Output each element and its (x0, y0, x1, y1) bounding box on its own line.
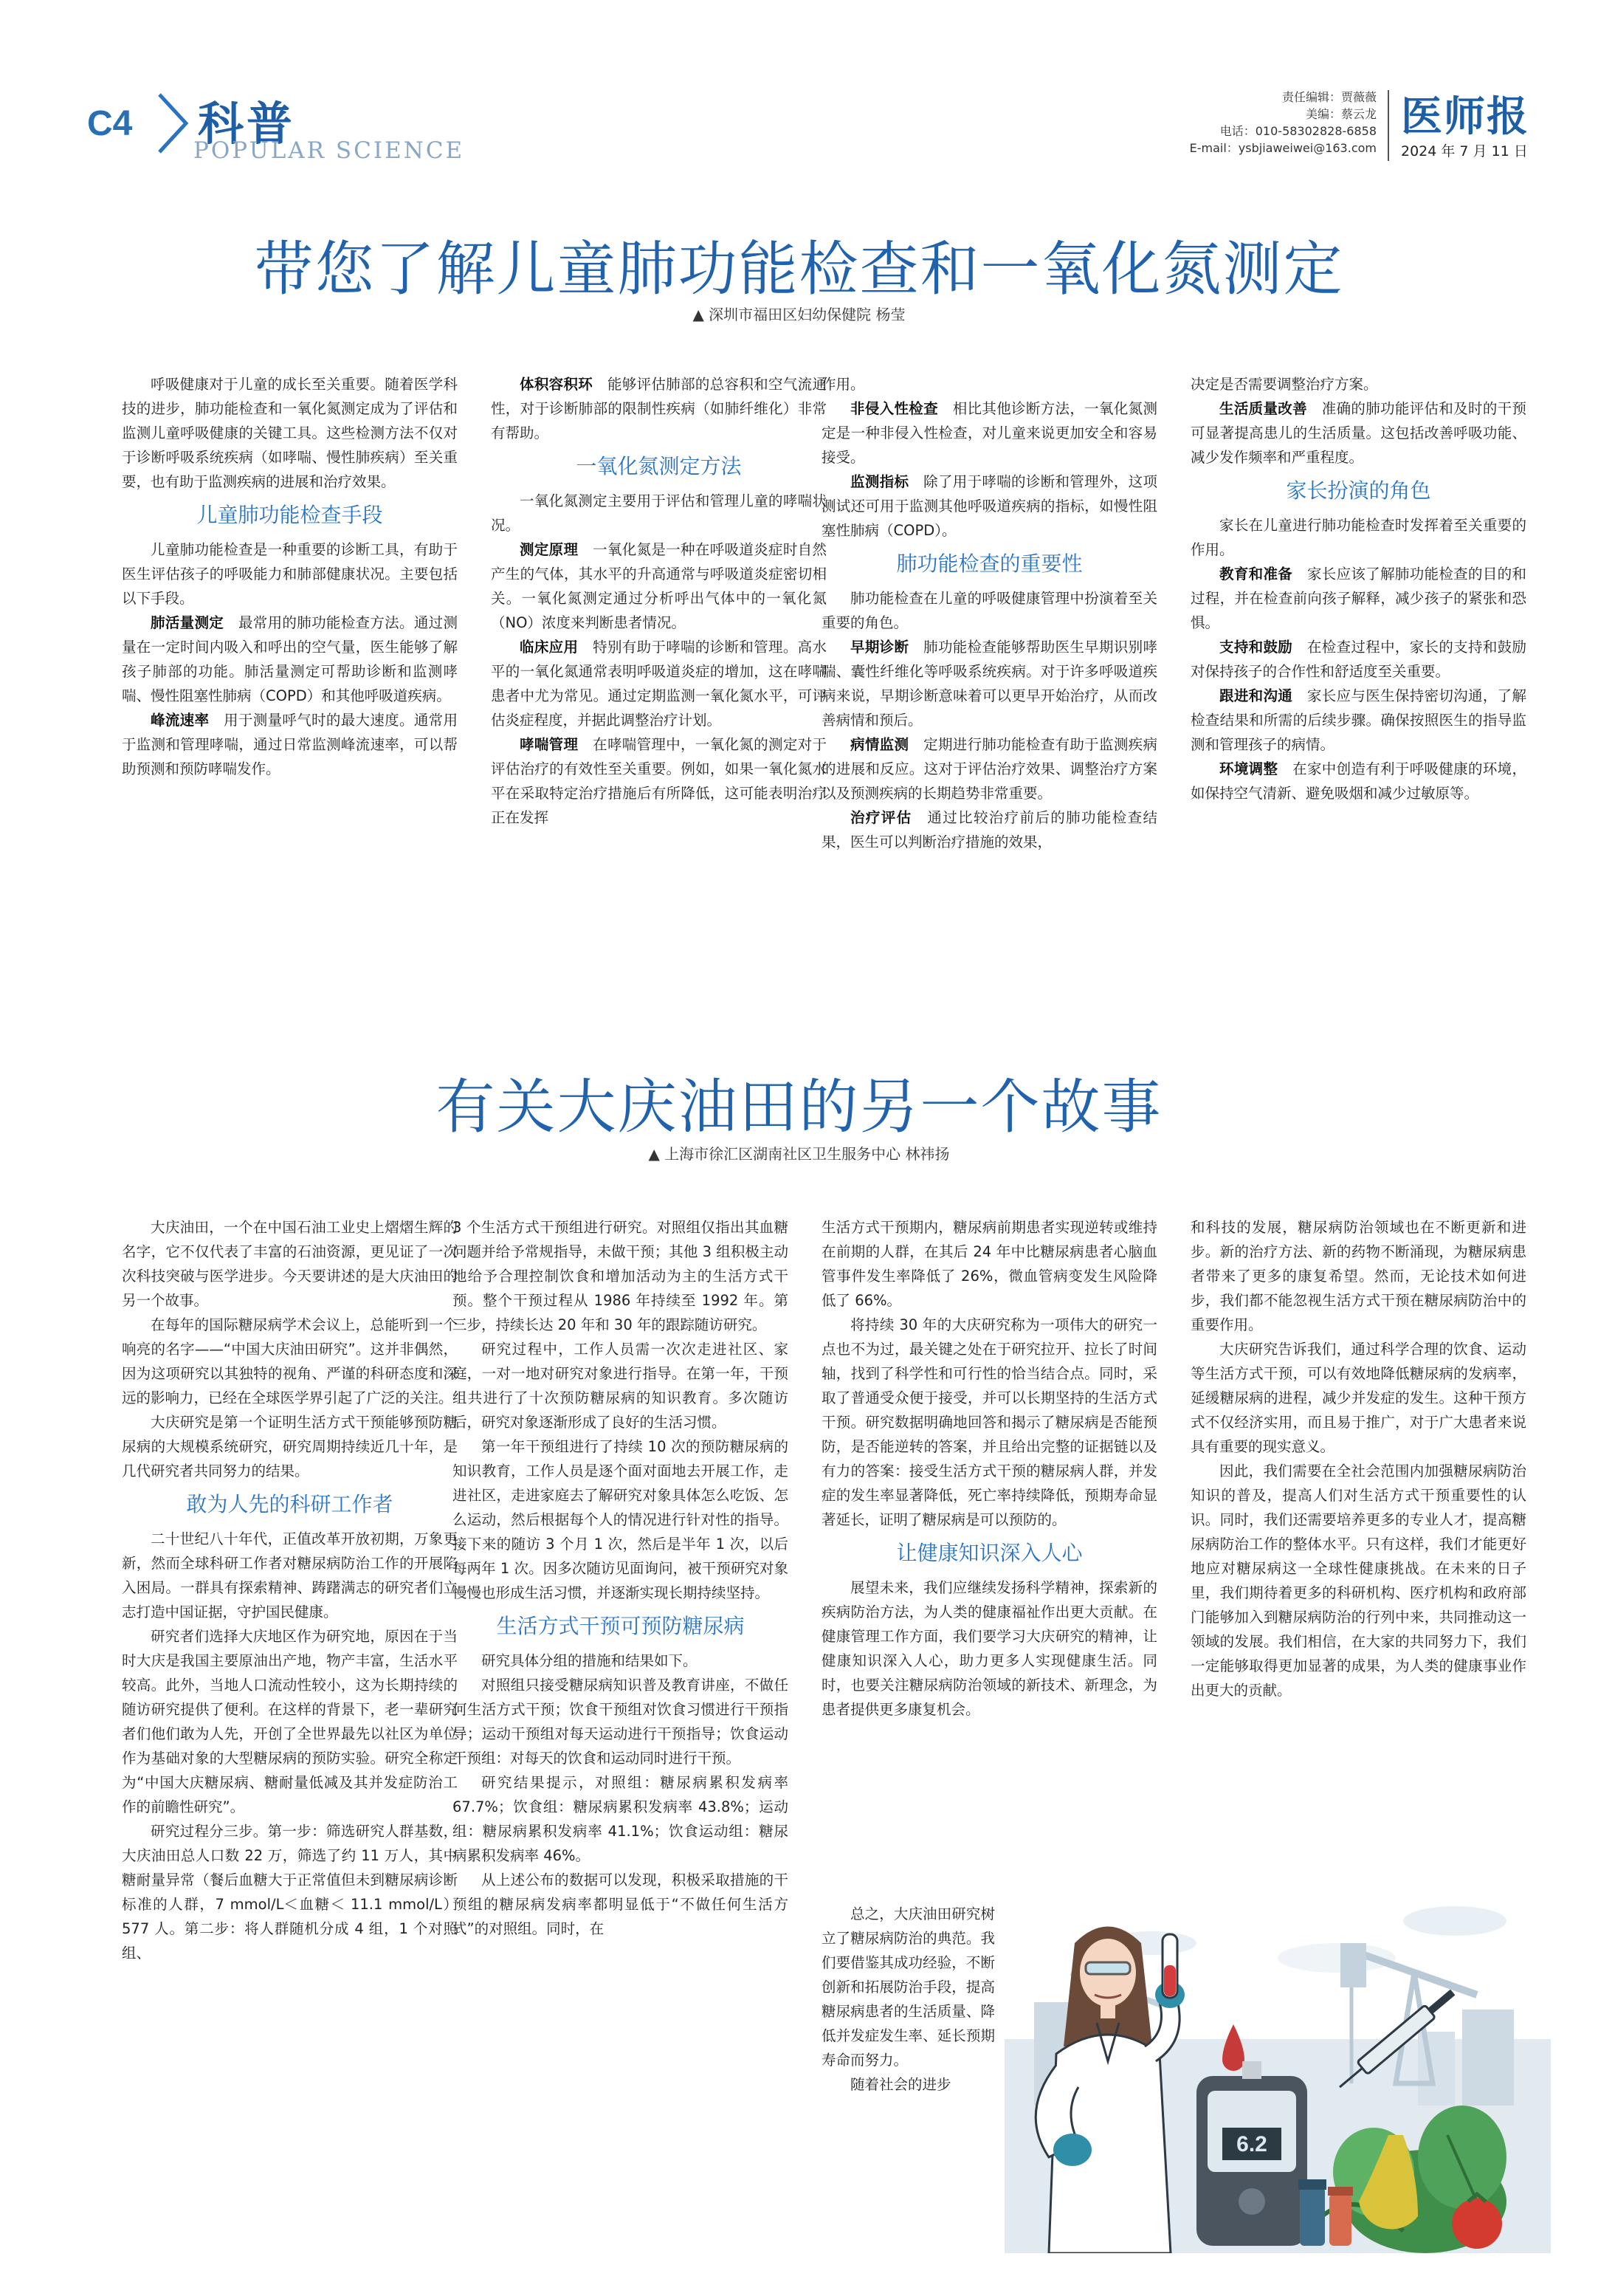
paragraph-text: 在家中创造有利于呼吸健康的环境，如保持空气清新、避免吸烟和减少过敏原等。 (1191, 760, 1526, 802)
page-number: C4 (87, 104, 133, 143)
paragraph-text: 通过比较治疗前后的肺功能检查结果，医生可以判断治疗措施的效果， (822, 809, 1157, 850)
paragraph-text: 用于测量呼气时的最大速度。通常用于监测和管理哮喘，通过日常监测峰流速率，可以帮助预测和预防哮喘发作。 (122, 712, 458, 777)
paragraph-text: 准确的肺功能评估和及时的干预可显著提高患儿的生活质量。这包括改善呼吸功能、减少发作频率和严重程度。 (1191, 400, 1526, 466)
test-tube-icon (1163, 1934, 1177, 1998)
paragraph: 和科技的发展，糖尿病防治领域也在不断更新和进步。新的治疗方法、新的药物不断涌现，为糖尿病患者带来了更多的康复希望。然而，无论技术如何进步，我们都不能忽视生活方式干预在糖尿病防治中的重要作用。 (1191, 1219, 1526, 1333)
header-divider (1388, 90, 1389, 161)
editor-credit: 责任编辑：贾薇薇 (1281, 90, 1377, 104)
paragraph: 生活方式干预期内，糖尿病前期患者实现逆转或维持在前期的人群，在其后 24 年中比糖尿病患者心脑血管事件发生率降低了 26%，微血管病变发生风险降低了 66%。 (822, 1219, 1157, 1309)
paragraph: 从上述公布的数据可以发现，积极采取措施的干预组的糖尿病发病率都明显低于“不做任何生活方式”的对照组。同时，在 (452, 1871, 788, 1937)
lead-term: 支持和鼓励 (1219, 639, 1293, 656)
article1-column-1 (122, 372, 458, 781)
lead-term: 教育和准备 (1219, 566, 1293, 582)
article2-column-1 (122, 1215, 458, 1965)
paragraph-text: 相比其他诊断方法，一氧化氮测定是一种非侵入性检查，对儿童来说更加安全和容易接受。 (822, 400, 1157, 466)
article1-column-3 (822, 372, 1157, 854)
article2-column-3 (822, 1215, 1157, 1722)
paragraph (491, 372, 827, 445)
paragraph: 一氧化氮测定主要用于评估和管理儿童的哮喘状况。 (491, 492, 827, 534)
paragraph: 肺功能检查在儿童的呼吸健康管理中扮演着至关重要的角色。 (822, 590, 1157, 631)
article1-column-2 (491, 372, 827, 830)
paragraph-text: 能够评估肺部的总容积和空气流通性，对于诊断肺部的限制性疾病（如肺纤维化）非常有帮助。 (491, 376, 827, 441)
paragraph: 将持续 30 年的大庆研究称为一项伟大的研究一点也不为过，最关键之处在于研究拉开、拉长了时间轴，找到了科学性和可行性的恰当结合点。同时，采取了普通受众便于接受，并可以长期坚持的生活方式干预。研究数据明确地回答和揭示了糖尿病是否能预防，是否能逆转的答案，并且给出完整的证据链以及有力的答案：接受生活方式干预的糖尿病人群，并发症的发生率显著降低，死亡率持续降低，预期寿命显著延长，证明了糖尿病是可以预防的。 (822, 1316, 1157, 1528)
article1-column-4 (1191, 372, 1526, 805)
lead-term: 肺活量测定 (151, 614, 224, 631)
scientist-illustration (1005, 1891, 1551, 2253)
paragraph (822, 470, 1157, 543)
section-title: 科普 (198, 97, 296, 151)
lead-term: 监测指标 (850, 473, 909, 490)
paragraph: 3 个生活方式干预组进行研究。对照组仅指出其血糖问题并给予常规指导，未做干预；其他 3 组积极主动地给予合理控制饮食和增加活动为主的生活方式干预。整个干预过程从 1986 年持续至 1992 年。第三步，持续长达 20 年和 30 年的跟踪随访研究。 (452, 1219, 788, 1333)
subheading: 家长扮演的角色 (1286, 478, 1431, 503)
paragraph-text: 在哮喘管理中，一氧化氮的测定对于评估治疗的有效性至关重要。例如，如果一氧化氮水平在采取特定治疗措施后有所降低，这可能表明治疗正在发挥 (491, 736, 827, 826)
newspaper-logo: 医师报 (1401, 92, 1529, 141)
paragraph: 决定是否需要调整治疗方案。 (1191, 376, 1378, 393)
paragraph (822, 732, 1157, 805)
paragraph: 对照组只接受糖尿病知识普及教育讲座，不做任何生活方式干预；饮食干预组对饮食习惯进行干预指导；运动干预组对每天运动进行干预指导；饮食运动干预组：对每天的饮食和运动同时进行干预。 (452, 1677, 788, 1767)
article2-column-4 (1191, 1215, 1526, 1702)
lead-term: 治疗评估 (850, 809, 912, 826)
lead-term: 生活质量改善 (1219, 400, 1307, 417)
paragraph (122, 708, 458, 781)
lead-term: 跟进和沟通 (1219, 687, 1293, 704)
paragraph-text: 在检查过程中，家长的支持和鼓励对保持孩子的合作性和舒适度至关重要。 (1191, 639, 1526, 680)
subheading: 儿童肺功能检查手段 (196, 503, 383, 527)
paragraph: 在每年的国际糖尿病学术会议上，总能听到一个响亮的名字——“中国大庆油田研究”。这并非偶然，因为这项研究以其独特的视角、严谨的科研态度和深远的影响力，已经在全球医学界引起了广泛的关注。 (122, 1316, 458, 1406)
article2-column-2 (452, 1215, 788, 1941)
lead-term: 临床应用 (520, 639, 579, 656)
lead-term: 哮喘管理 (520, 736, 579, 753)
paragraph-text: 特别有助于哮喘的诊断和管理。高水平的一氧化氮通常表明呼吸道炎症的增加，这在哮喘患者中尤为常见。通过定期监测一氧化氮水平，可评估炎症程度，并据此调整治疗计划。 (491, 639, 827, 729)
lead-term: 体积容积环 (520, 376, 593, 393)
pill-bottle-icon (1298, 2179, 1326, 2246)
paragraph-text: 肺功能检查能够帮助医生早期识别哮喘、囊性纤维化等呼吸系统疾病。对于许多呼吸道疾病来说，早期诊断意味着可以更早开始治疗，从而改善病情和预后。 (822, 639, 1157, 729)
paragraph (122, 611, 458, 708)
paragraph-text: 定期进行肺功能检查有助于监测疾病的进展和反应。这对于评估治疗效果、调整治疗方案以及预测疾病的长期趋势非常重要。 (822, 736, 1157, 802)
paragraph (1191, 684, 1526, 757)
paragraph (1191, 396, 1526, 470)
paragraph-text: 家长应与医生保持密切沟通，了解检查结果和所需的后续步骤。确保按照医生的指导监测和管理孩子的病情。 (1191, 687, 1526, 753)
paragraph (1191, 635, 1526, 684)
paragraph: 二十世纪八十年代，正值改革开放初期，万象更新，然而全球科研工作者对糖尿病防治工作的开展陷入困局。一群具有探索精神、踌躇满志的研究者们立志打造中国证据，守护国民健康。 (122, 1530, 458, 1620)
paragraph (491, 732, 827, 830)
editorial-info (1190, 89, 1377, 157)
lead-term: 测定原理 (520, 541, 579, 558)
subheading: 敢为人先的科研工作者 (186, 1492, 393, 1516)
paragraph: 研究过程中，工作人员需一次次走进社区、家庭，一对一地对研究对象进行指导。在第一年，干预组共进行了十次预防糖尿病的知识教育。多次随访后，研究对象逐渐形成了良好的生活习惯。 (452, 1341, 788, 1431)
paragraph (1191, 757, 1526, 805)
email-contact: E-mail：ysbjiaweiwei@163.com (1189, 141, 1377, 155)
phone-contact: 电话：010-58302828-6858 (1219, 124, 1377, 138)
paragraph: 展望未来，我们应继续发扬科学精神，探索新的疾病防治方法，为人类的健康福祉作出更大贡献。在健康管理工作方面，我们要学习大庆研究的精神，让健康知识深入人心，助力更多人实现健康生活。同时，也要关注糖尿病防治领域的新技术、新理念，为患者提供更多康复机会。 (822, 1579, 1157, 1718)
paragraph (822, 635, 1157, 732)
issue-date: 2024 年 7 月 11 日 (1401, 143, 1528, 159)
paragraph: 研究过程分三步。第一步：筛选研究人群基数，大庆油田总人口数 22 万，筛选了约 11 万人，其中糖耐量异常（餐后血糖大于正常值但未到糖尿病诊断标准的人群，7 mmol/L＜血糖＜ 11.1 mmol/L）577 人。第二步：将人群随机分成 4 组，1 个对照组、 (122, 1823, 458, 1962)
paragraph-text: 最常用的肺功能检查方法。通过测量在一定时间内吸入和呼出的空气量，医生能够了解孩子肺部的功能。肺活量测定可帮助诊断和监测哮喘、慢性阻塞性肺病（COPD）和其他呼吸道疾病。 (122, 614, 458, 704)
subheading: 生活方式干预可预防糖尿病 (496, 1614, 745, 1638)
lead-term: 非侵入性检查 (850, 400, 938, 417)
paragraph: 研究者们选择大庆地区作为研究地，原因在于当时大庆是我国主要原油出产地，物产丰富，生活水平较高。此外，当地人口流动性较小，这为长期持续的随访研究提供了便利。在这样的背景下，老一辈研究者们他们敢为人先，开创了全世界最先以社区为单位作为基础对象的大型糖尿病的预防实验。研究全称定为“中国大庆糖尿病、糖耐量低减及其并发症防治工作的前瞻性研究”。 (122, 1628, 458, 1815)
lead-term: 早期诊断 (850, 639, 909, 656)
tomato-icon (1452, 2199, 1502, 2249)
paragraph (822, 805, 1157, 854)
article2-column-3-wrap (822, 1902, 995, 2097)
meter-reading: 6.2 (1236, 2132, 1267, 2156)
paragraph: 随着社会的进步 (850, 2076, 951, 2093)
pill-bottle-icon (1328, 2187, 1353, 2246)
paragraph: 大庆研究告诉我们，通过科学合理的饮食、运动等生活方式干预，可以有效地降低糖尿病的发病率，延缓糖尿病的进程，减少并发症的发生。这种干预方式不仅经济实用，而且易于推广，对于广大患者来说具有重要的现实意义。 (1191, 1341, 1526, 1455)
subheading: 肺功能检查的重要性 (896, 551, 1083, 576)
subheading: 一氧化氮测定方法 (576, 454, 742, 478)
article1-title: 带您了解儿童肺功能检查和一氧化氮测定 (254, 235, 1344, 303)
paragraph: 大庆油田，一个在中国石油工业史上熠熠生辉的名字，它不仅代表了丰富的石油资源，更见证了一次次科技突破与医学进步。今天要讲述的是大庆油田的另一个故事。 (122, 1219, 458, 1309)
article2-byline: ▲ 上海市徐汇区湖南社区卫生服务中心 林祎扬 (648, 1145, 950, 1163)
lead-term: 病情监测 (850, 736, 909, 753)
paragraph: 家长在儿童进行肺功能检查时发挥着至关重要的作用。 (1191, 517, 1526, 558)
paragraph (822, 396, 1157, 470)
lead-term: 峰流速率 (151, 712, 210, 729)
chevron-right-icon (156, 92, 190, 155)
paragraph: 呼吸健康对于儿童的成长至关重要。随着医学科技的进步，肺功能检查和一氧化氮测定成为了评估和监测儿童呼吸健康的关键工具。这些检测方法不仅对于诊断呼吸系统疾病（如哮喘、慢性肺疾病）至关重要，也有助于监测疾病的进展和治疗效果。 (122, 376, 458, 490)
glucose-meter-icon (1196, 2061, 1307, 2246)
paragraph (491, 635, 827, 732)
section-title-en: POPULAR SCIENCE (193, 137, 465, 164)
paragraph: 总之，大庆油田研究树立了糖尿病防治的典范。我们要借鉴其成功经验，不断创新和拓展防治手段，提高糖尿病患者的生活质量、降低并发症发生率、延长预期寿命而努力。 (822, 1905, 995, 2069)
paragraph: 因此，我们需要在全社会范围内加强糖尿病防治知识的普及，提高人们对生活方式干预重要性的认识。同时，我们还需要培养更多的专业人才，提高糖尿病防治工作的整体水平。只有这样，我们才能更好地应对糖尿病这一全球性健康挑战。在未来的日子里，我们期待着更多的科研机构、医疗机构和政府部门能够加入到糖尿病防治的行列中来，共同推动这一领域的发展。我们相信，在大家的共同努力下，我们一定能够取得更加显著的成果，为人类的健康事业作出更大的贡献。 (1191, 1463, 1526, 1699)
paragraph-text: 除了用于哮喘的诊断和管理外，这项测试还可用于监测其他呼吸道疾病的指标，如慢性阻塞性肺病（COPD）。 (822, 473, 1157, 539)
article2-title: 有关大庆油田的另一个故事 (435, 1073, 1163, 1141)
designer-credit: 美编：蔡云龙 (1305, 107, 1377, 121)
article1-byline: ▲ 深圳市福田区妇幼保健院 杨莹 (692, 306, 906, 323)
paragraph (491, 537, 827, 635)
paragraph: 作用。 (822, 376, 865, 393)
paragraph: 儿童肺功能检查是一种重要的诊断工具，有助于医生评估孩子的呼吸能力和肺部健康状况。主要包括以下手段。 (122, 541, 458, 607)
paragraph-text: 家长应该了解肺功能检查的目的和过程，并在检查前向孩子解释，减少孩子的紧张和恐惧。 (1191, 566, 1526, 631)
paragraph: 第一年干预组进行了持续 10 次的预防糖尿病的知识教育，工作人员是逐个面对面地去开展工作，走进社区，走进家庭去了解研究对象具体怎么吃饭、怎么运动，然后根据每个人的情况进行针对性的指导。接下来的随访 3 个月 1 次，然后是半年 1 次，以后每两年 1 次。因多次随访见面询问，被干预研究对象慢慢也形成生活习惯，并逐渐实现长期持续坚持。 (452, 1438, 788, 1601)
subheading: 让健康知识深入人心 (896, 1541, 1083, 1565)
paragraph: 研究结果提示，对照组：糖尿病累积发病率 67.7%；饮食组：糖尿病累积发病率 43.8%；运动组：糖尿病累积发病率 41.1%；饮食运动组：糖尿病累积发病率 46%。 (452, 1774, 788, 1864)
paragraph: 大庆研究是第一个证明生活方式干预能够预防糖尿病的大规模系统研究，研究周期持续近几十年，是几代研究者共同努力的结果。 (122, 1414, 458, 1479)
paragraph: 研究具体分组的措施和结果如下。 (481, 1652, 698, 1669)
lead-term: 环境调整 (1219, 760, 1278, 777)
paragraph-text: 一氧化氮是一种在呼吸道炎症时自然产生的气体，其水平的升高通常与呼吸道炎症密切相关。一氧化氮测定通过分析呼出气体中的一氧化氮（NO）浓度来判断患者情况。 (491, 541, 827, 631)
paragraph (1191, 562, 1526, 635)
